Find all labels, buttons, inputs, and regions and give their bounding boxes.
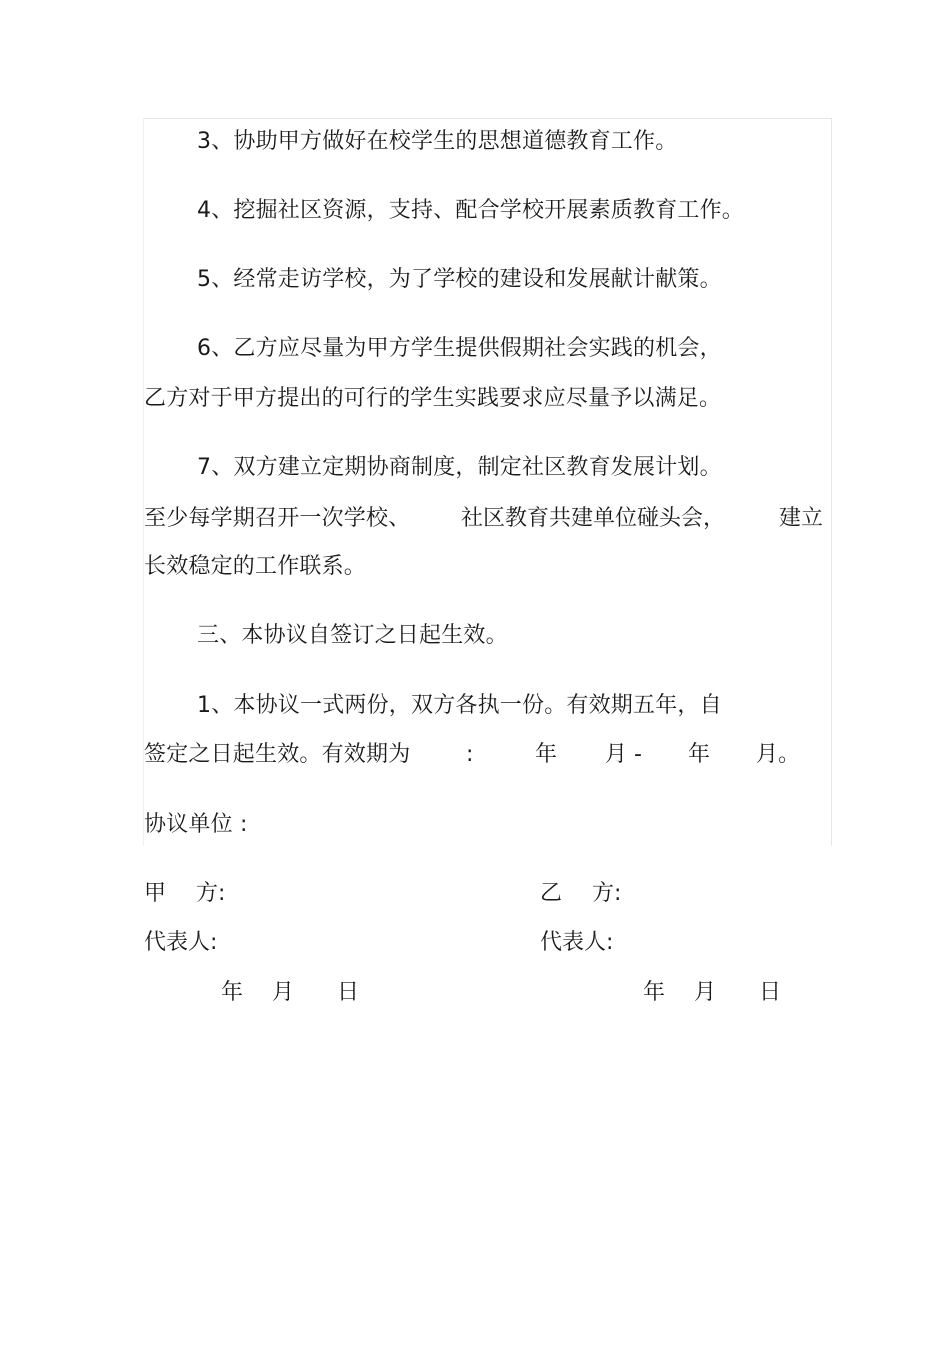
section-3-heading: 三、本协议自签订之日起生效。 xyxy=(197,623,508,648)
agreement-parties-label: 协议单位 : xyxy=(144,812,248,837)
party-a-suffix: 方: xyxy=(196,881,226,906)
clause-7-line-3: 长效稳定的工作联系。 xyxy=(144,554,367,579)
date-a-month: 月 xyxy=(272,980,295,1005)
party-a-label: 甲 xyxy=(144,881,167,906)
date-a-year: 年 xyxy=(221,980,244,1005)
validity-month-end: 月。 xyxy=(756,742,801,767)
section-3-item-1-line-2: 签定之日起生效。有效期为 xyxy=(144,742,411,767)
representative-a-label: 代表人: xyxy=(144,930,218,955)
validity-colon: : xyxy=(466,742,474,767)
representative-b-label: 代表人: xyxy=(540,930,614,955)
validity-year-start: 年 xyxy=(535,742,558,767)
clause-7-line-1: 7、双方建立定期协商制度，制定社区教育发展计划。 xyxy=(197,455,722,480)
clause-7-line-2a: 至少每学期召开一次学校、 xyxy=(144,506,411,531)
section-3-item-1-line-1: 1、本协议一式两份，双方各执一份。有效期五年，自 xyxy=(197,693,722,718)
clause-4: 4、挖掘社区资源，支持、配合学校开展素质教育工作。 xyxy=(197,198,744,223)
party-b-suffix: 方: xyxy=(592,881,622,906)
date-b-year: 年 xyxy=(643,980,666,1005)
clause-7-line-2c: 建立 xyxy=(779,506,824,531)
date-a-day: 日 xyxy=(337,980,360,1005)
clause-5: 5、经常走访学校，为了学校的建设和发展献计献策。 xyxy=(197,267,722,292)
clause-6-line-1: 6、乙方应尽量为甲方学生提供假期社会实践的机会， xyxy=(197,336,722,361)
clause-6-line-2: 乙方对于甲方提出的可行的学生实践要求应尽量予以满足。 xyxy=(144,386,722,411)
validity-year-end: 年 xyxy=(688,742,711,767)
date-b-day: 日 xyxy=(759,980,782,1005)
party-b-label: 乙 xyxy=(540,881,563,906)
clause-3: 3、协助甲方做好在校学生的思想道德教育工作。 xyxy=(197,129,678,154)
validity-month-start: 月 - xyxy=(605,742,642,767)
clause-7-line-2b: 社区教育共建单位碰头会， xyxy=(461,506,726,531)
date-b-month: 月 xyxy=(694,980,717,1005)
